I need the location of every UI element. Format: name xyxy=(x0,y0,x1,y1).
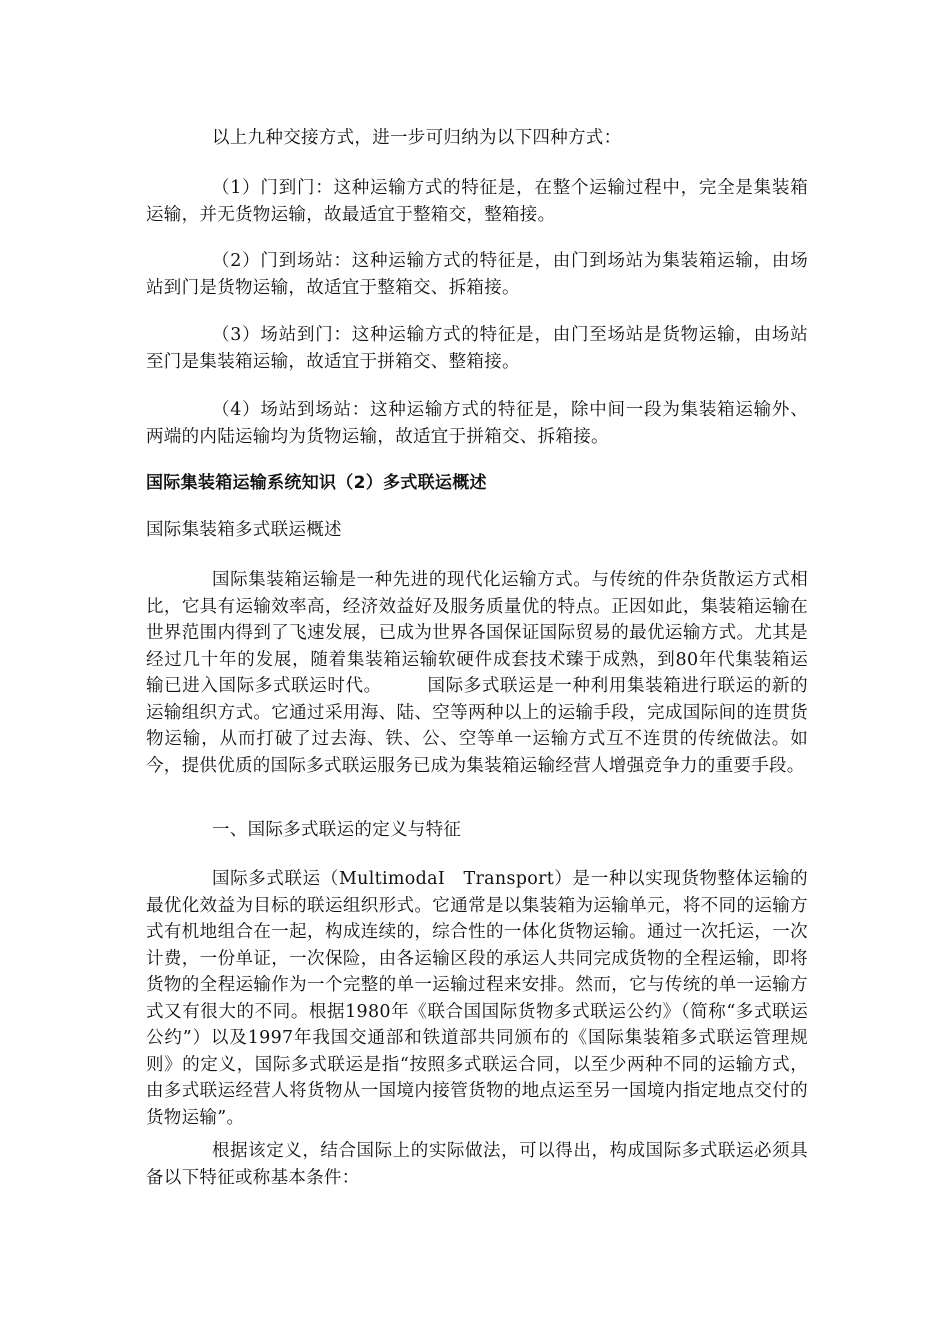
paragraph-definition: 国际多式联运（MultimodaI Transport）是一种以实现货物整体运输的最优化效益为目标的联运组织形式。它通常是以集装箱为运输单元，将不同的运输方式有机地组合在一起，构成连续的，综合性的一体化货物运输。通过一次托运，一次计费，一份单证，一次保险，由各运输区段的承运人共同完成货物的全程运输，即将货物的全程运输作为一个完整的单一运输过程来安排。然而，它与传统的单一运输方式又有很大的不同。根据1980年《联合国国际货物多式联运公约》（简称“多式联运公约”）以及1997年我国交通部和铁道部共同颁布的《国际集装箱多式联运管理规则》的定义，国际多式联运是指“按照多式联运合同，以至少两种不同的运输方式，由多式联运经营人将货物从一国境内接管货物的地点运至另一国境内指定地点交付的货物运输”。 xyxy=(146,869,808,1128)
paragraph-door-to-station: （2）门到场站：这种运输方式的特征是，由门到场站为集装箱运输，由场站到门是货物运输，故适宜于整箱交、拆箱接。 xyxy=(146,251,808,298)
paragraph-overview: 国际集装箱运输是一种先进的现代化运输方式。与传统的件杂货散运方式相比，它具有运输效率高，经济效益好及服务质量优的特点。正因如此，集装箱运输在世界范围内得到了飞速发展，已成为世界各国保证国际贸易的最优运输方式。尤其是经过几十年的发展，随着集装箱运输软硬件成套技术臻于成熟，到80年代集装箱运输已进入国际多式联运时代。 国际多式联运是一种利用集装箱进行联运的新的运输组织方式。它通过采用海、陆、空等两种以上的运输手段，完成国际间的连贯货物运输，从而打破了过去海、铁、公、空等单一运输方式互不连贯的传统做法。如今，提供优质的国际多式联运服务已成为集装箱运输经营人增强竞争力的重要手段。 xyxy=(146,570,808,776)
section-title: 国际集装箱运输系统知识（2）多式联运概述 xyxy=(146,473,487,493)
subtitle: 国际集装箱多式联运概述 xyxy=(146,520,342,540)
paragraph-features: 根据该定义，结合国际上的实际做法，可以得出，构成国际多式联运必须具备以下特征或称基本条件： xyxy=(146,1141,808,1188)
paragraph-intro: 以上九种交接方式，进一步可归纳为以下四种方式： xyxy=(212,128,622,148)
paragraph-station-to-station: （4）场站到场站：这种运输方式的特征是，除中间一段为集装箱运输外、两端的内陆运输均为货物运输，故适宜于拼箱交、拆箱接。 xyxy=(146,400,808,447)
paragraph-door-to-door: （1）门到门：这种运输方式的特征是，在整个运输过程中，完全是集装箱运输，并无货物运输，故最适宜于整箱交，整箱接。 xyxy=(146,178,808,225)
paragraph-station-to-door: （3）场站到门：这种运输方式的特征是，由门至场站是货物运输，由场站至门是集装箱运输，故适宜于拼箱交、整箱接。 xyxy=(146,325,808,372)
section-one-heading: 一、国际多式联运的定义与特征 xyxy=(212,820,462,840)
